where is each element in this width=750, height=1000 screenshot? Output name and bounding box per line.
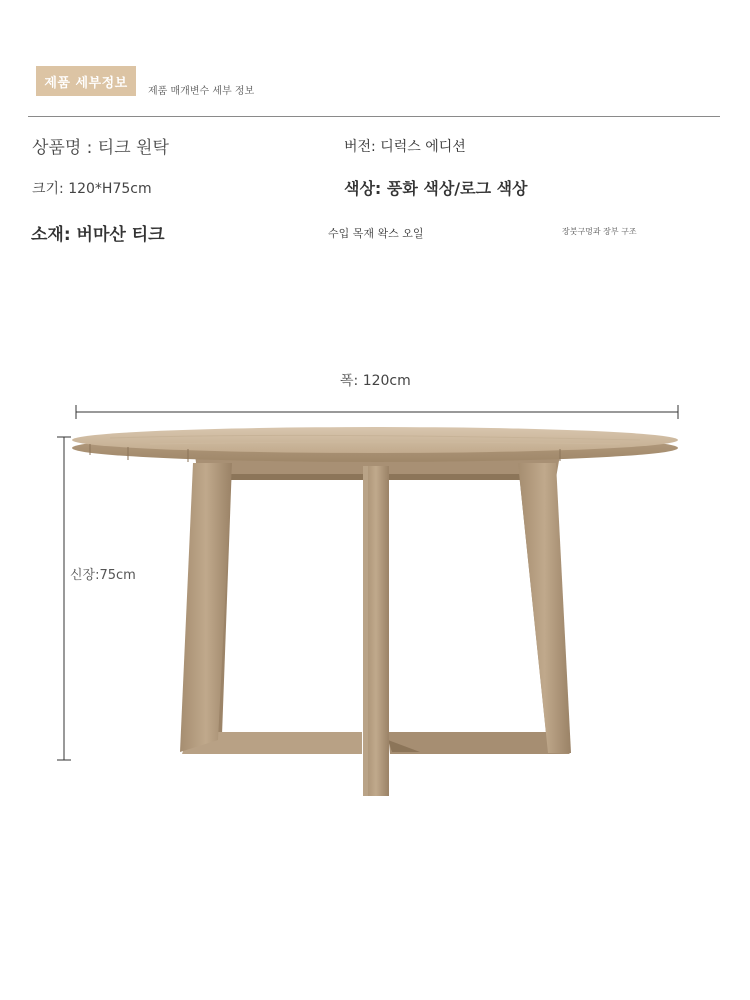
height-dimension-label: 신장:75cm: [70, 568, 136, 583]
width-dimension-line: [76, 405, 678, 419]
spec-color: 색상: 풍화 색상/로그 색상: [344, 179, 528, 198]
spec-finish: 수입 목재 왁스 오일: [328, 227, 424, 240]
product-details-subtitle: 제품 매개변수 세부 정보: [148, 86, 255, 97]
teak-round-table: [72, 427, 678, 796]
spec-size: 크기: 120*H75cm: [32, 181, 152, 197]
spec-joint: 장붓구멍과 장부 구조: [562, 227, 637, 236]
height-dimension-line: [57, 437, 71, 760]
spec-material: 소재: 버마산 티크: [31, 225, 165, 245]
width-dimension-label: 폭: 120cm: [340, 373, 411, 389]
product-details-badge: 제품 세부정보: [36, 66, 136, 96]
spec-product-name: 상품명 : 티크 원탁: [32, 138, 169, 158]
spec-version: 버전: 디럭스 에디션: [344, 139, 466, 155]
